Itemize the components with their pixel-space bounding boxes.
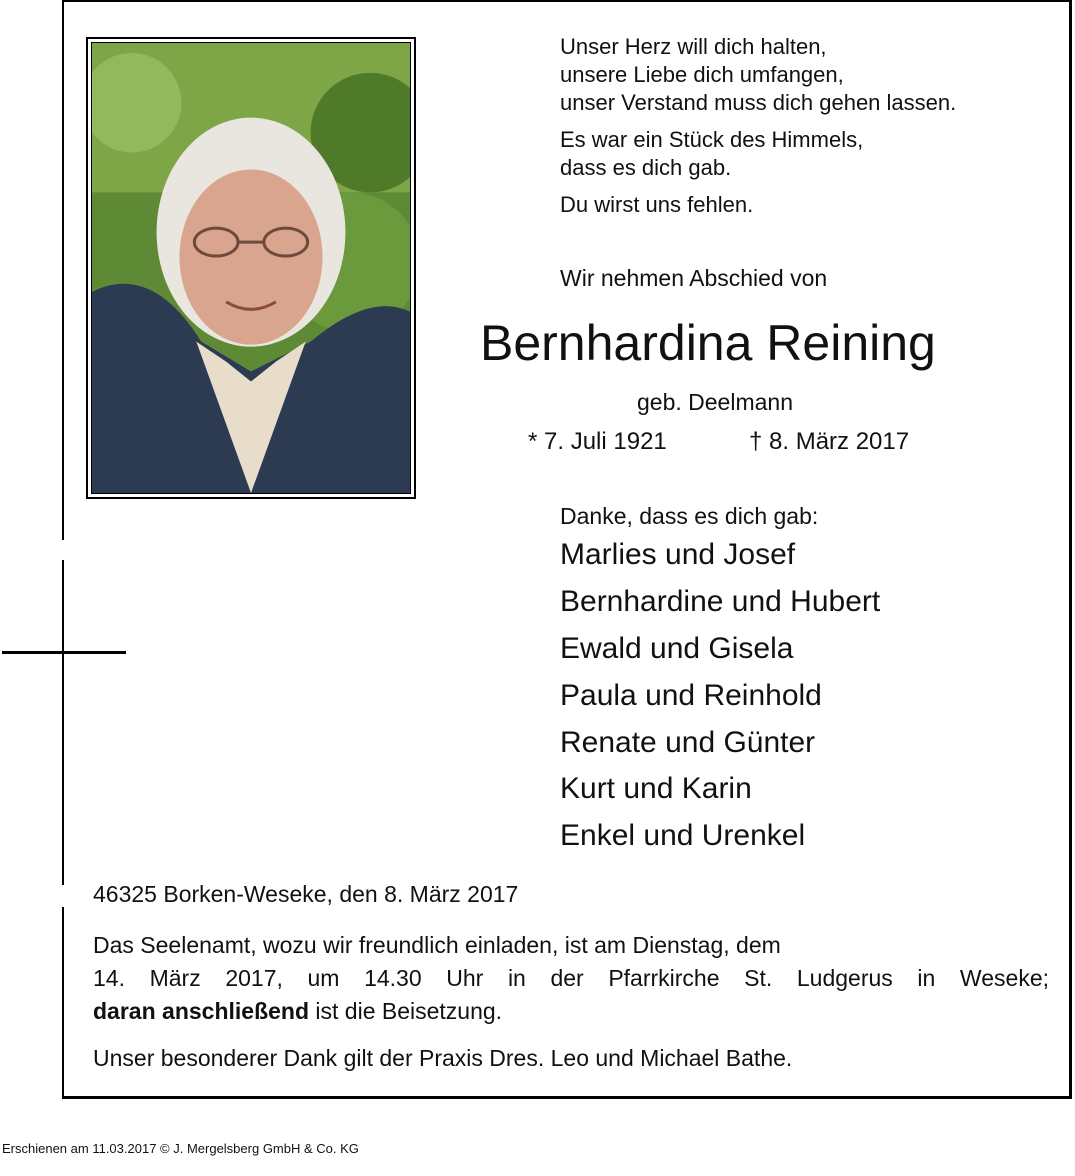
birth-date: * 7. Juli 1921 bbox=[528, 428, 667, 455]
place-and-date: 46325 Borken-Weseke, den 8. März 2017 bbox=[93, 881, 519, 907]
thanks-note: Unser besonderer Dank gilt der Praxis Dres. Leo und Michael Bathe. bbox=[93, 1045, 793, 1071]
poem-line: unsere Liebe dich umfangen, bbox=[560, 62, 844, 87]
deceased-name: Bernhardina Reining bbox=[480, 315, 936, 371]
portrait-photo bbox=[91, 42, 411, 494]
cross-horizontal bbox=[2, 651, 126, 654]
service-emphasis: daran anschließend bbox=[93, 998, 310, 1024]
poem-line: Unser Herz will dich halten, bbox=[560, 34, 827, 59]
mourner-entry: Enkel und Urenkel bbox=[560, 819, 806, 852]
service-line-2: 14. März 2017, um 14.30 Uhr in der Pfarrkirche St. Ludgerus in Weseke; bbox=[93, 965, 1049, 991]
poem-line: dass es dich gab. bbox=[560, 155, 732, 180]
cross-vertical-top bbox=[62, 0, 64, 540]
maiden-name: geb. Deelmann bbox=[637, 389, 793, 415]
mourner-entry: Marlies und Josef bbox=[560, 538, 796, 571]
mourner-entry: Bernhardine und Hubert bbox=[560, 585, 881, 618]
publication-footer: Erschienen am 11.03.2017 © J. Mergelsberg GmbH & Co. KG bbox=[2, 1141, 359, 1156]
poem-line: Es war ein Stück des Himmels, bbox=[560, 127, 864, 152]
service-line-3 bbox=[93, 995, 502, 1027]
mourner-entry: Renate und Günter bbox=[560, 726, 816, 759]
service-line-3-rest: ist die Beisetzung. bbox=[309, 998, 503, 1024]
poem-line: unser Verstand muss dich gehen lassen. bbox=[560, 90, 957, 115]
poem-line: Du wirst uns fehlen. bbox=[560, 192, 754, 217]
cross-vertical-lower bbox=[62, 907, 64, 1099]
thanks-intro: Danke, dass es dich gab: bbox=[560, 503, 819, 529]
mourner-entry: Ewald und Gisela bbox=[560, 632, 794, 665]
mourner-entry: Kurt und Karin bbox=[560, 772, 752, 805]
service-line-1: Das Seelenamt, wozu wir freundlich einladen, ist am Dienstag, dem bbox=[93, 932, 781, 958]
portrait-photo-frame bbox=[86, 37, 416, 499]
farewell-intro: Wir nehmen Abschied von bbox=[560, 265, 828, 291]
mourner-entry: Paula und Reinhold bbox=[560, 679, 822, 712]
cross-vertical-bottom bbox=[62, 560, 64, 885]
death-date: † 8. März 2017 bbox=[749, 428, 910, 455]
